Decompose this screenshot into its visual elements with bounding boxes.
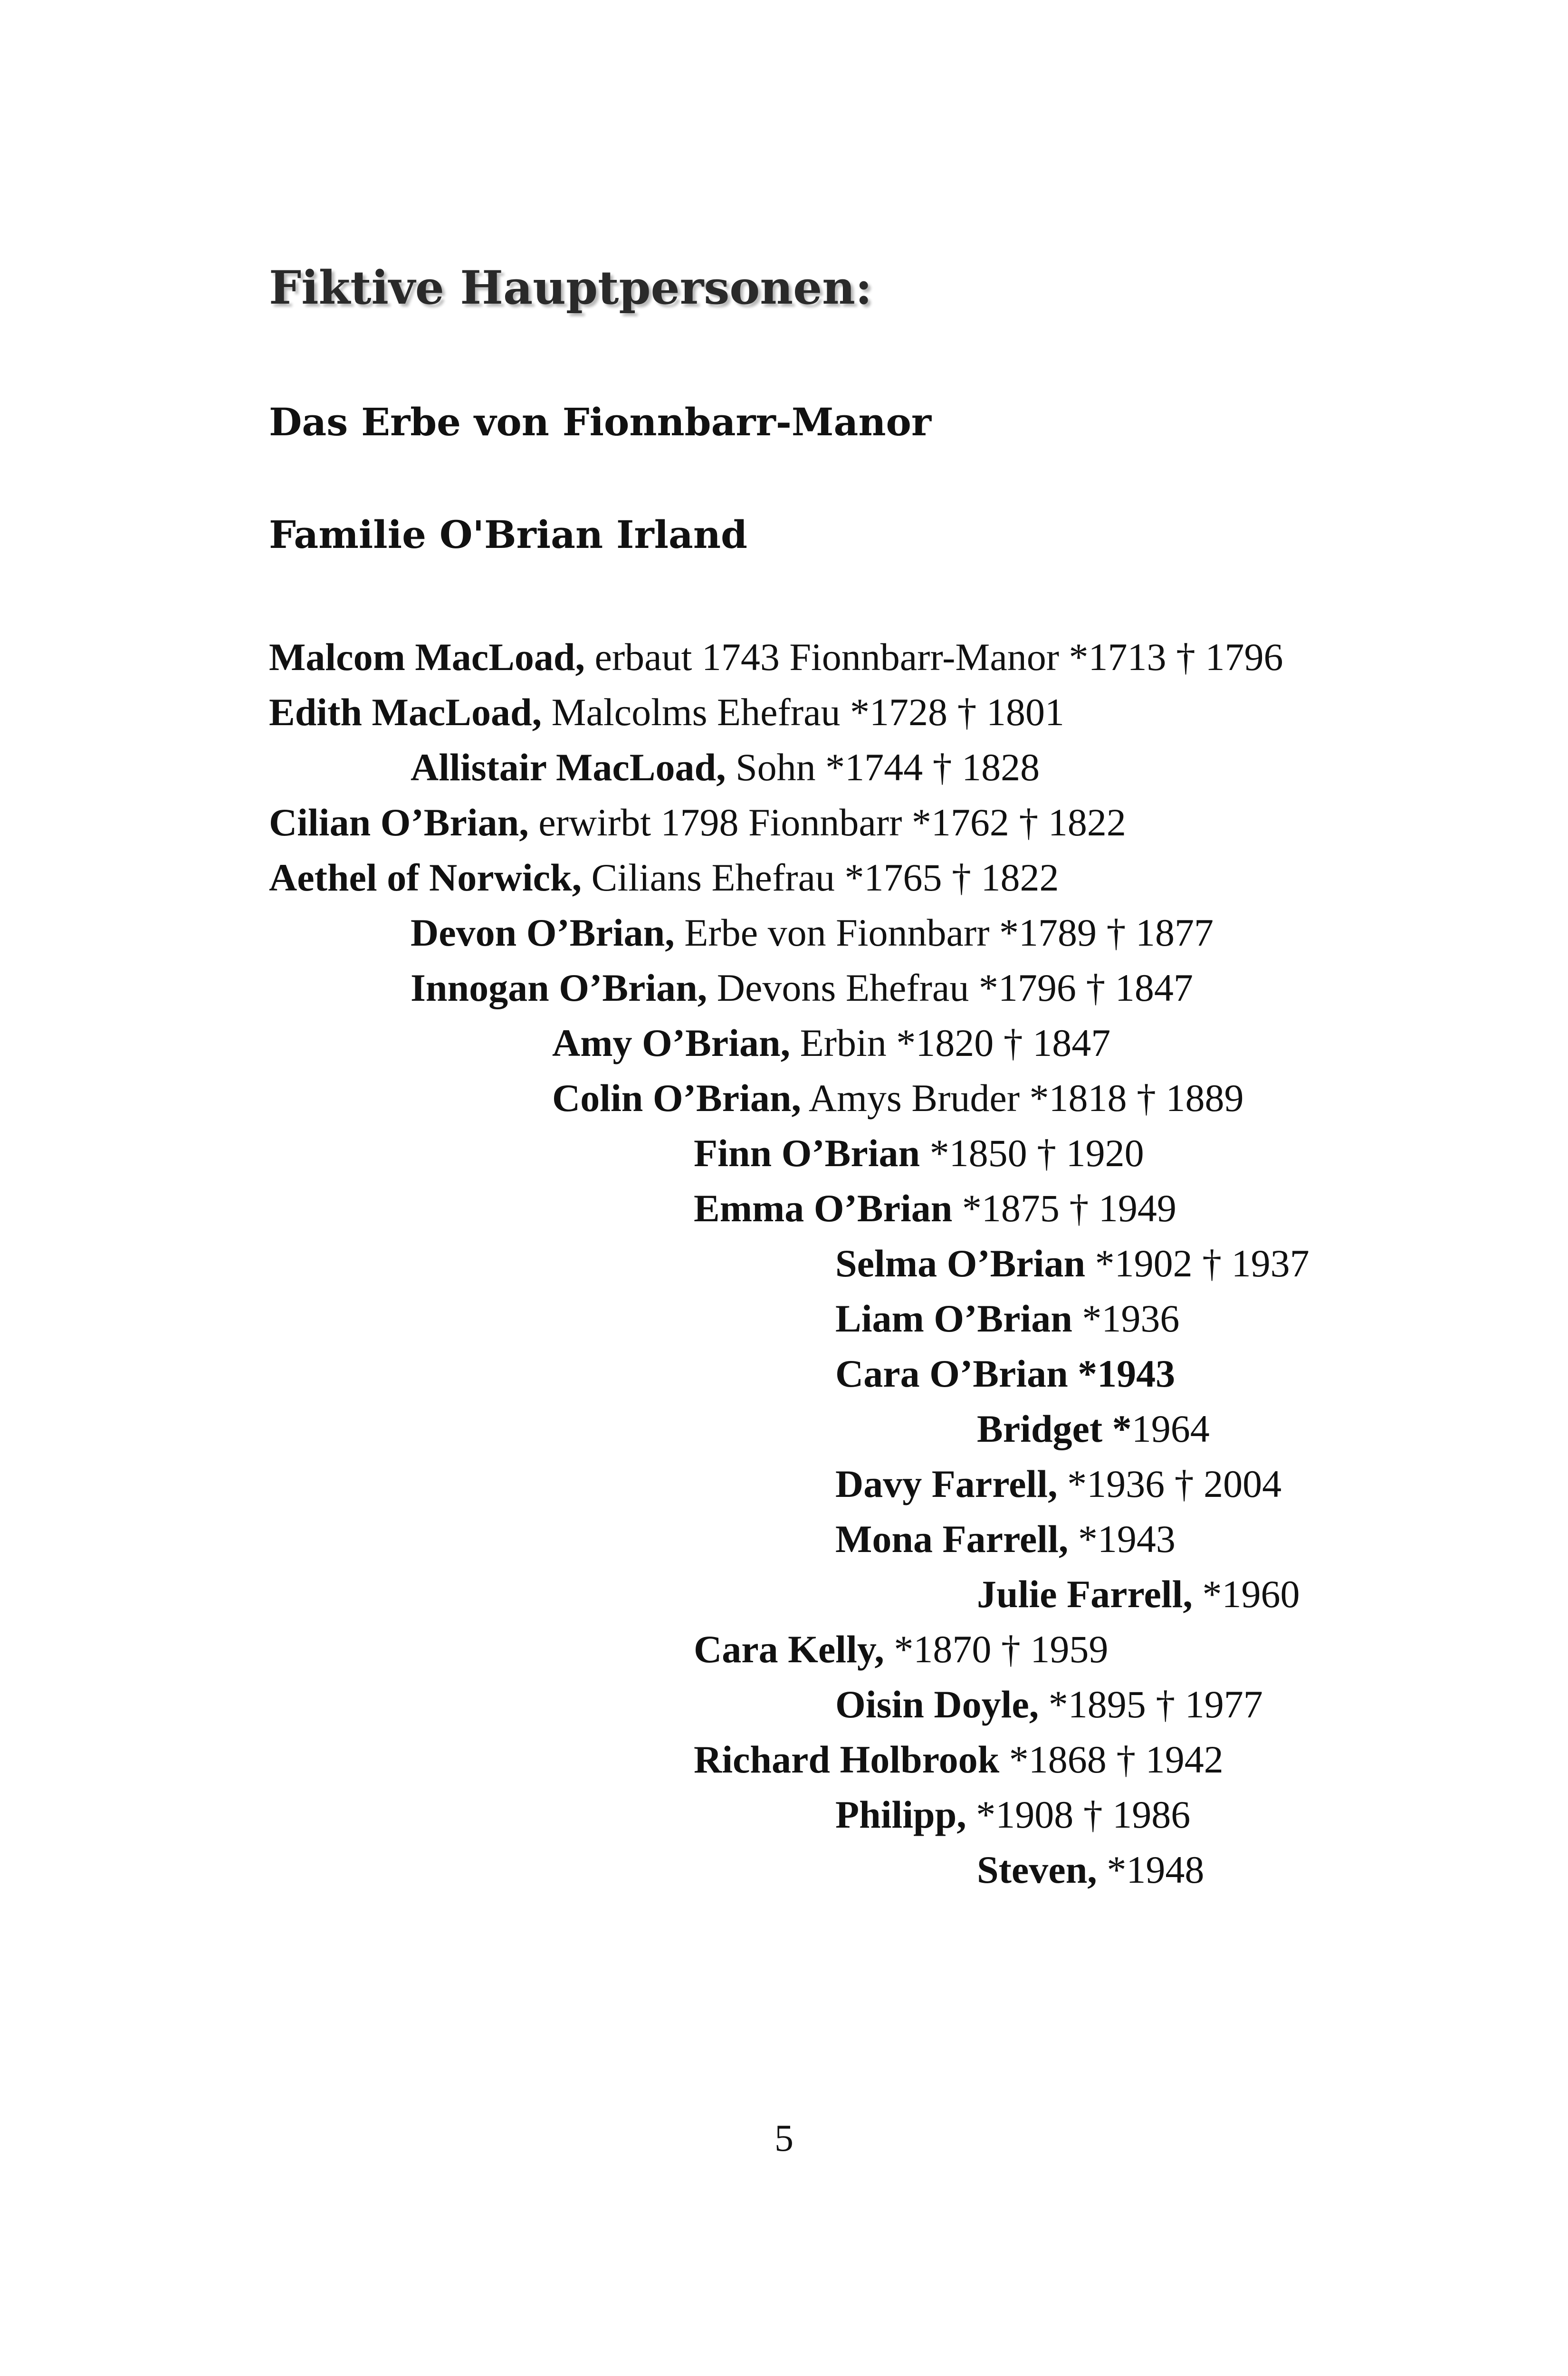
person-details: Devons Ehefrau *1796 † 1847	[707, 966, 1193, 1009]
person-name: Cilian O’Brian,	[269, 801, 529, 844]
list-item	[269, 1291, 1504, 1346]
person-name: Cara O’Brian *1943	[835, 1352, 1176, 1395]
person-name: Richard Holbrook	[694, 1738, 1000, 1781]
person-details: 1964	[1131, 1407, 1210, 1450]
list-item	[269, 905, 1504, 960]
list-item	[269, 1181, 1504, 1236]
person-details: erbaut 1743 Fionnbarr-Manor *1713 † 1796	[584, 635, 1283, 679]
list-item	[269, 1787, 1504, 1842]
list-item	[269, 960, 1504, 1016]
person-name: Colin O’Brian,	[552, 1076, 801, 1120]
person-details: *1948	[1097, 1848, 1205, 1891]
person-details: *1943	[1068, 1517, 1176, 1561]
list-item	[269, 1346, 1504, 1401]
list-item	[269, 1622, 1504, 1677]
list-item	[269, 630, 1504, 685]
person-name: Selma O’Brian	[835, 1242, 1086, 1285]
person-name: Emma O’Brian	[694, 1187, 953, 1230]
page-number: 5	[774, 2117, 794, 2159]
list-item	[269, 740, 1504, 795]
list-item	[269, 1071, 1504, 1126]
person-details: *1895 † 1977	[1039, 1683, 1263, 1726]
list-item	[269, 850, 1504, 905]
list-item	[269, 1016, 1504, 1071]
person-name: Liam O’Brian	[835, 1297, 1072, 1340]
list-item	[269, 1456, 1504, 1512]
person-details: Malcolms Ehefrau *1728 † 1801	[542, 690, 1065, 734]
page-title: Fiktive Hauptpersonen:	[269, 261, 872, 315]
person-name: Steven,	[977, 1848, 1097, 1891]
list-item	[269, 1401, 1504, 1456]
person-name: Malcom MacLoad,	[269, 635, 585, 679]
person-details: erwirbt 1798 Fionnbarr *1762 † 1822	[528, 801, 1126, 844]
person-details: *1875 † 1949	[952, 1187, 1176, 1230]
person-details: Cilians Ehefrau *1765 † 1822	[582, 856, 1059, 899]
person-details: Amys Bruder *1818 † 1889	[801, 1076, 1244, 1120]
list-item	[269, 795, 1504, 850]
person-name: Amy O’Brian,	[552, 1021, 791, 1064]
person-name: Finn O’Brian	[694, 1131, 920, 1175]
list-item	[269, 1126, 1504, 1181]
person-details: *1936	[1072, 1297, 1180, 1340]
section-subtitle: Das Erbe von Fionnbarr-Manor	[269, 400, 931, 444]
person-name: Julie Farrell,	[977, 1572, 1193, 1616]
person-name: Cara Kelly,	[694, 1628, 884, 1671]
list-item	[269, 685, 1504, 740]
person-details: Sohn *1744 † 1828	[726, 746, 1040, 789]
person-details: *1960	[1192, 1572, 1300, 1616]
person-name: Allistair MacLoad,	[411, 746, 726, 789]
list-item	[269, 1677, 1504, 1732]
person-name: Edith MacLoad,	[269, 690, 542, 734]
family-tree-list	[269, 630, 1504, 1897]
person-details: *1908 † 1986	[966, 1793, 1191, 1836]
person-name: Devon O’Brian,	[411, 911, 675, 954]
person-details: *1902 † 1937	[1085, 1242, 1310, 1285]
person-details: Erbe von Fionnbarr *1789 † 1877	[674, 911, 1214, 954]
person-details: *1850 † 1920	[920, 1131, 1144, 1175]
person-details: Erbin *1820 † 1847	[790, 1021, 1111, 1064]
person-name: Mona Farrell,	[835, 1517, 1069, 1561]
person-name: Innogan O’Brian,	[411, 966, 708, 1009]
list-item	[269, 1732, 1504, 1787]
list-item	[269, 1512, 1504, 1567]
person-details: *1868 † 1942	[999, 1738, 1224, 1781]
person-name: Aethel of Norwick,	[269, 856, 582, 899]
list-item	[269, 1236, 1504, 1291]
list-item	[269, 1842, 1504, 1897]
person-name: Oisin Doyle,	[835, 1683, 1039, 1726]
person-details: *1936 † 2004	[1057, 1462, 1282, 1505]
person-name: Davy Farrell,	[835, 1462, 1058, 1505]
family-heading: Familie O'Brian Irland	[269, 512, 747, 557]
list-item	[269, 1567, 1504, 1622]
person-details: *1870 † 1959	[884, 1628, 1109, 1671]
person-name: Bridget *	[977, 1407, 1132, 1450]
person-name: Philipp,	[835, 1793, 966, 1836]
